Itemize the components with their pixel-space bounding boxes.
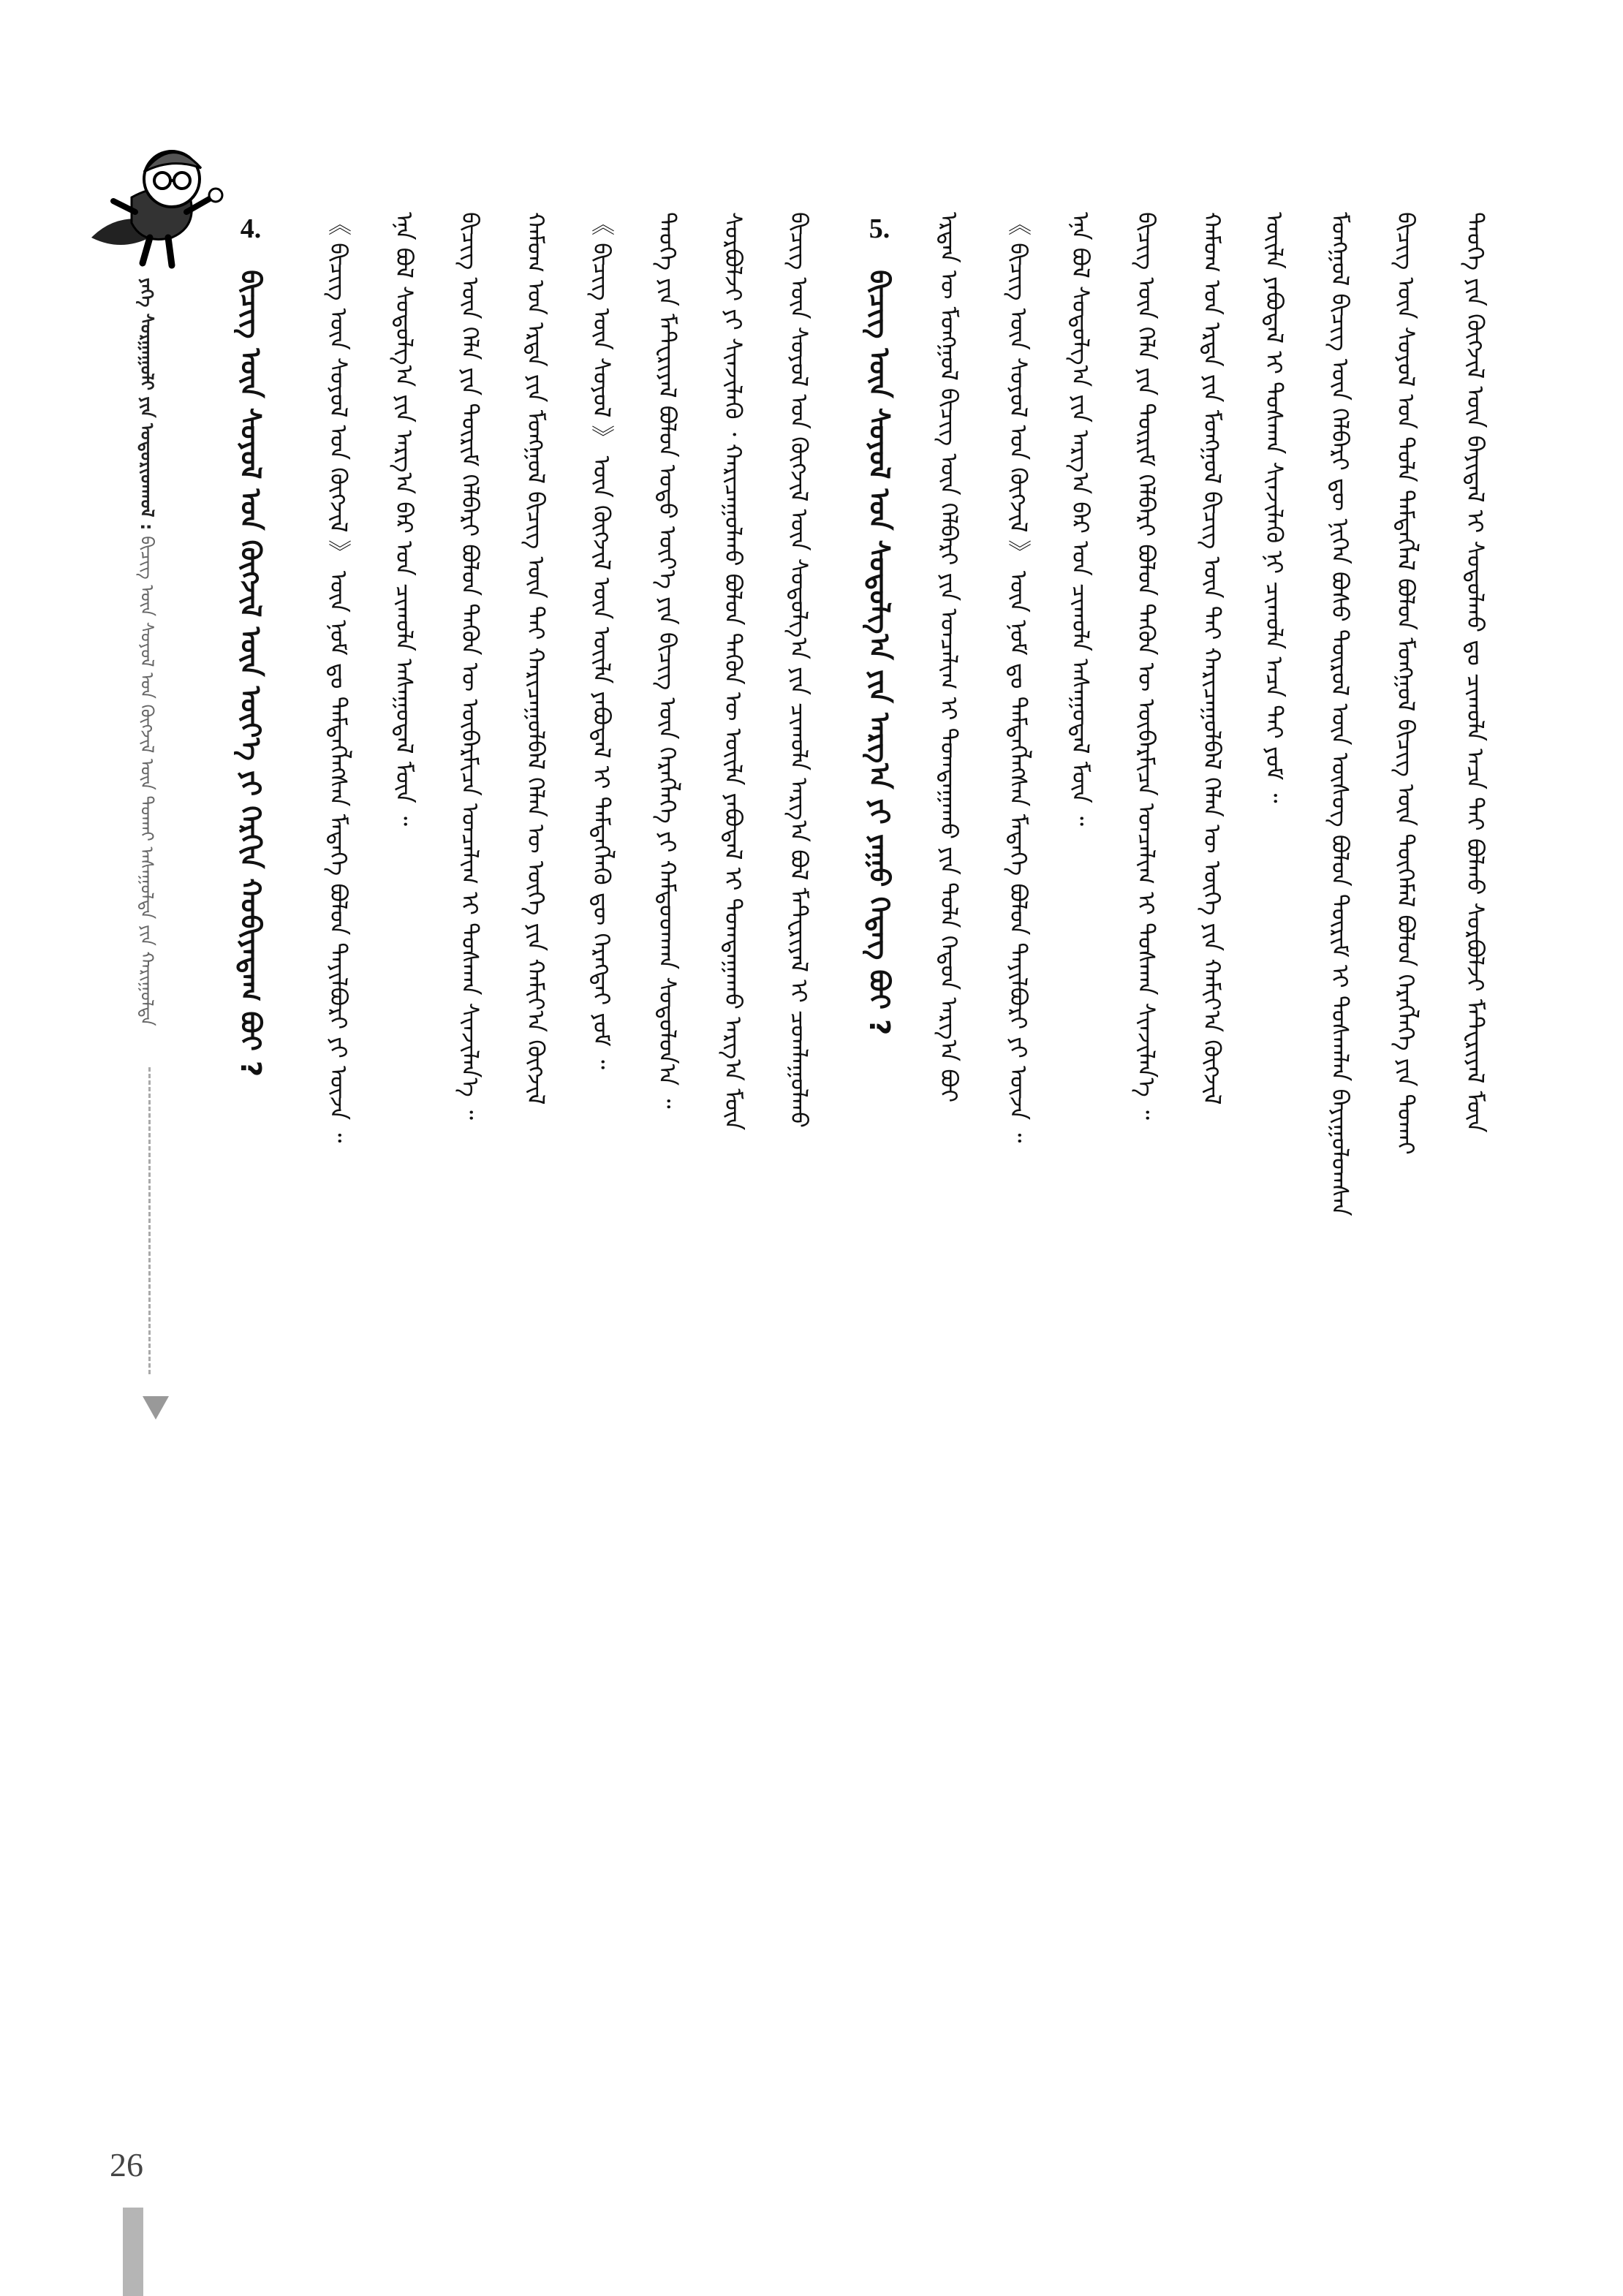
text-column-2: ᠪᠢᠴᠢᠭ ᠦᠨ ᠰᠤᠶᠤᠯ ᠤᠨ ᠲᠤᠯᠠ ᠲᠡᠮᠳᠡᠭᠯᠡᠯ ᠪᠣᠯᠤᠨ ᠮᠣᠩᠭᠣᠯ ᠪᠢᠴᠢᠭ ᠦᠨ ᠲᠦᠭᠡᠮᠡᠯ ᠪᠣᠯᠤᠨ ᠬᠡᠷᠡᠭᠯᠡᠭᠡ ᠶᠢᠨ ᠲᠤᠬᠠᠢ (1392, 212, 1420, 1155)
text-column-3: ᠮᠣᠩᠭᠣᠯ ᠪᠢᠴᠢᠭ ᠦᠨ ᠬᠡᠯᠪᠡᠷᠢ ᠳᠦ ᠨᠢᠭᠡᠨ ᠪᠤᠰᠤ ᠲᠥᠷᠥᠯ ᠦᠨ ᠦᠰᠦᠭ ᠪᠣᠯᠤᠨ ᠳᠦᠷᠢᠮ ᠢ ᠲᠤᠰᠬᠠᠯᠠᠨ ᠪᠠᠶᠢᠭᠤᠯᠤᠭᠰᠠᠨ (1326, 212, 1354, 1216)
text-column-15: ᠪᠢᠴᠢᠭ ᠦᠨ ᠬᠡᠯᠡ ᠶᠢᠨ ᠳᠦᠷᠢᠮ ᠬᠡᠯᠪᠡᠷᠢ ᠪᠣᠯᠤᠨ ᠲᠡᠭᠦᠨ ᠦ ᠥᠪᠡᠷᠮᠢᠴᠡ ᠣᠨᠴᠠᠯᠢᠭ ᠢ ᠲᠤᠰᠬᠠᠨ ᠰᠢᠨᠵᠢᠯᠡᠨ᠎ᠡ ᠃ (456, 212, 484, 1120)
text-column-16: ᠡᠨᠡ ᠪᠣᠯ ᠰᠤᠳᠤᠯᠭ᠎ᠠ ᠶᠢᠨ ᠠᠷᠭ᠎ᠠ ᠪᠠᠷ ᠤᠨ ᠴᠢᠬᠤᠯᠠ ᠠᠰᠠᠭᠤᠳᠠᠯ ᠮᠥᠨ ᠃ (390, 212, 418, 826)
text-column-17: 《 ᠪᠢᠴᠢᠭ ᠦᠨ ᠰᠤᠶᠤᠯ ᠤᠨ ᠬᠥᠭᠵᠢᠯ 》 ᠦᠨ ᠨᠣᠮ ᠳᠤ ᠲᠡᠮᠳᠡᠭᠯᠡᠭᠰᠡᠨ ᠮᠡᠳᠡᠭᠡ ᠪᠣᠯᠤᠨ ᠲᠠᠶᠢᠯᠪᠤᠷᠢ ᠶᠢ ᠦᠵᠡ ᠃ (325, 212, 352, 1143)
heading-number: 4. (240, 213, 262, 244)
text-column-10: ᠪᠢᠴᠢᠭ ᠦᠨ ᠰᠤᠶᠤᠯ ᠤᠨ ᠬᠥᠭᠵᠢᠯ ᠦᠨ ᠰᠤᠳᠤᠯᠭ᠎ᠠ ᠶᠢᠨ ᠴᠢᠬᠤᠯᠠ ᠠᠷᠭ᠎ᠠ ᠪᠣᠯ ᠮᠠᠲᠧᠷᠢᠶᠠᠯ ᠢ ᠴᠤᠭᠯᠠᠭᠤᠯᠬᠤ (785, 212, 813, 1128)
text-column-8: 《 ᠪᠢᠴᠢᠭ ᠦᠨ ᠰᠤᠶᠤᠯ ᠤᠨ ᠬᠥᠭᠵᠢᠯ 》 ᠦᠨ ᠨᠣᠮ ᠳᠤ ᠲᠡᠮᠳᠡᠭᠯᠡᠭᠰᠡᠨ ᠮᠡᠳᠡᠭᠡ ᠪᠣᠯᠤᠨ ᠲᠠᠶᠢᠯᠪᠤᠷᠢ ᠶᠢ ᠦᠵᠡ ᠃ (1005, 212, 1032, 1143)
running-head-part3: ᠪᠢᠴᠢᠭ ᠦᠨ ᠰᠤᠶᠤᠯ ᠤᠨ ᠬᠥᠭᠵᠢᠯ ᠦᠨ ᠲᠤᠬᠠᠢ ᠠᠰᠠᠭᠤᠯᠲᠠ ᠶᠢᠨ ᠬᠠᠷᠢᠭᠤᠯᠲᠠ (137, 536, 157, 1026)
text-column-5: ᠬᠠᠮᠤᠭ ᠤᠨ ᠡᠷᠲᠡ ᠶᠢᠨ ᠮᠣᠩᠭᠣᠯ ᠪᠢᠴᠢᠭ ᠦᠨ ᠲᠠᠢ ᠬᠠᠷᠢᠴᠠᠭᠤᠯᠪᠠᠯ ᠬᠡᠯᠡᠨ ᠦ ᠦᠭᠡ ᠶᠢᠨ ᠬᠠᠮᠢᠶ᠎ᠠ ᠬᠥᠭᠵᠢᠯ (1198, 212, 1226, 1105)
page-number: 26 (110, 2146, 143, 2183)
section-heading-4 (234, 212, 268, 2186)
page-edge-tab (123, 2208, 143, 2296)
heading-text: ᠪᠢᠴᠢᠭ ᠦᠨ ᠰᠤᠶᠤᠯ ᠤᠨ ᠬᠥᠭᠵᠢᠯ ᠦᠨ ᠦᠶ᠎ᠡ ᠶᠢ ᠬᠡᠷᠬᠢᠨ ᠬᠤᠪᠢᠶᠠᠳᠠᠭ ᠪᠤᠢ ? (235, 270, 267, 1077)
mascot-illustration (62, 128, 230, 274)
arrow-down-icon (143, 1396, 169, 1420)
text-column-11: ᠰᠤᠷᠪᠤᠯᠵᠢ ᠶᠢ ᠰᠢᠨᠵᠢᠯᠡᠬᠦ ᠂ ᠬᠠᠷᠢᠴᠠᠭᠤᠯᠬᠤ ᠪᠣᠯᠤᠨ ᠲᠡᠭᠦᠨ ᠦ ᠦᠢᠯᠡ ᠶᠠᠪᠤᠳᠠᠯ ᠢ ᠲᠣᠭᠲᠠᠭᠠᠬᠤ ᠠᠷᠭ᠎ᠠ ᠮᠥᠨ (719, 212, 747, 1131)
text-column-4: ᠦᠢᠯᠡ ᠶᠠᠪᠤᠳᠠᠯ ᠢ ᠲᠤᠰᠬᠠᠨ ᠰᠢᠨᠵᠢᠯᠡᠬᠦ ᠨᠢ ᠴᠢᠬᠤᠯᠠ ᠠᠴᠠ ᠲᠠᠢ ᠶᠤᠮ ᠃ (1260, 212, 1288, 803)
text-column-1: ᠲᠡᠤᠬᠡ ᠶᠢᠨ ᠬᠥᠭᠵᠢᠯ ᠦᠨ ᠪᠠᠶᠢᠳᠠᠯ ᠢ ᠰᠤᠳᠤᠯᠬᠤ ᠳᠤ ᠴᠢᠬᠤᠯᠠ ᠠᠴᠠ ᠲᠠᠢ ᠪᠣᠯᠬᠤ ᠰᠤᠷᠪᠤᠯᠵᠢ ᠮᠠᠲᠧᠷᠢᠶᠠᠯ ᠮᠥᠨ (1461, 212, 1489, 1133)
dashed-divider (148, 1067, 151, 1374)
text-column-9: ᠡᠷᠲᠡᠨ ᠦ ᠮᠣᠩᠭᠣᠯ ᠪᠢᠴᠢᠭ ᠦᠨ ᠬᠡᠯᠪᠡᠷᠢ ᠶᠢᠨ ᠣᠨᠴᠠᠯᠢᠭ ᠢ ᠲᠣᠭᠲᠠᠭᠠᠬᠤ ᠶᠢᠨ ᠲᠤᠯᠠ ᠬᠡᠳᠦᠨ ᠠᠷᠭ᠎ᠠ ᠪᠤᠢ (935, 212, 963, 1103)
text-column-14: ᠬᠠᠮᠤᠭ ᠤᠨ ᠡᠷᠲᠡ ᠶᠢᠨ ᠮᠣᠩᠭᠣᠯ ᠪᠢᠴᠢᠭ ᠦᠨ ᠲᠠᠢ ᠬᠠᠷᠢᠴᠠᠭᠤᠯᠪᠠᠯ ᠬᠡᠯᠡᠨ ᠦ ᠦᠭᠡ ᠶᠢᠨ ᠬᠠᠮᠢᠶ᠎ᠠ ᠬᠥᠭᠵᠢᠯ (522, 212, 550, 1105)
heading-text: ᠪᠢᠴᠢᠭ ᠦᠨ ᠰᠤᠶᠤᠯ ᠤᠨ ᠰᠤᠳᠤᠯᠭ᠎ᠠ ᠶᠢᠨ ᠠᠷᠭ᠎ᠠ ᠶᠢ ᠶᠠᠭᠤ ᠭᠡᠳᠡᠭ ᠪᠤᠢ ? (863, 270, 896, 1036)
section-heading-5 (863, 212, 896, 2186)
text-column-13: 《 ᠪᠢᠴᠢᠭ ᠦᠨ ᠰᠤᠶᠤᠯ 》 ᠦᠨ ᠬᠥᠭᠵᠢᠯ ᠦᠨ ᠦᠢᠯᠡ ᠶᠠᠪᠤᠳᠠᠯ ᠢ ᠲᠡᠮᠳᠡᠭᠯᠡᠬᠦ ᠳᠦ ᠬᠡᠷᠡᠭᠲᠡᠢ ᠶᠤᠮ ᠃ (588, 212, 616, 1069)
heading-number: 5. (869, 213, 890, 244)
running-head-part2: ᠤᠳᠤᠷᠢᠳᠬᠤᠯ : (137, 423, 157, 531)
running-head (132, 278, 162, 1026)
text-column-12: ᠲᠡᠦᠬᠡ ᠶᠢᠨ ᠮᠠᠲᠧᠷᠢᠶᠠᠯ ᠪᠣᠯᠤᠨ ᠣᠳᠣ ᠦᠶ᠎ᠡ ᠶᠢᠨ ᠪᠢᠴᠢᠭ ᠦᠨ ᠬᠡᠷᠡᠭᠯᠡᠭᠡ ᠶᠢ ᠬᠠᠮᠲᠤᠳᠬᠠᠨ ᠰᠤᠳᠤᠯᠤᠨ᠎ᠠ ᠃ (654, 212, 681, 1109)
text-column-7: ᠡᠨᠡ ᠪᠣᠯ ᠰᠤᠳᠤᠯᠭ᠎ᠠ ᠶᠢᠨ ᠠᠷᠭ᠎ᠠ ᠪᠠᠷ ᠤᠨ ᠴᠢᠬᠤᠯᠠ ᠠᠰᠠᠭᠤᠳᠠᠯ ᠮᠥᠨ ᠃ (1067, 212, 1094, 826)
text-column-6: ᠪᠢᠴᠢᠭ ᠦᠨ ᠬᠡᠯᠡ ᠶᠢᠨ ᠳᠦᠷᠢᠮ ᠬᠡᠯᠪᠡᠷᠢ ᠪᠣᠯᠤᠨ ᠲᠡᠭᠦᠨ ᠦ ᠥᠪᠡᠷᠮᠢᠴᠡ ᠣᠨᠴᠠᠯᠢᠭ ᠢ ᠲᠤᠰᠬᠠᠨ ᠰᠢᠨᠵᠢᠯᠡᠨ᠎ᠡ ᠃ (1132, 212, 1160, 1120)
running-head-part1: ᠶᠡᠬᠡ ᠰᠤᠷᠭᠠᠭᠤᠯᠢ ᠶᠢᠨ (137, 278, 157, 418)
